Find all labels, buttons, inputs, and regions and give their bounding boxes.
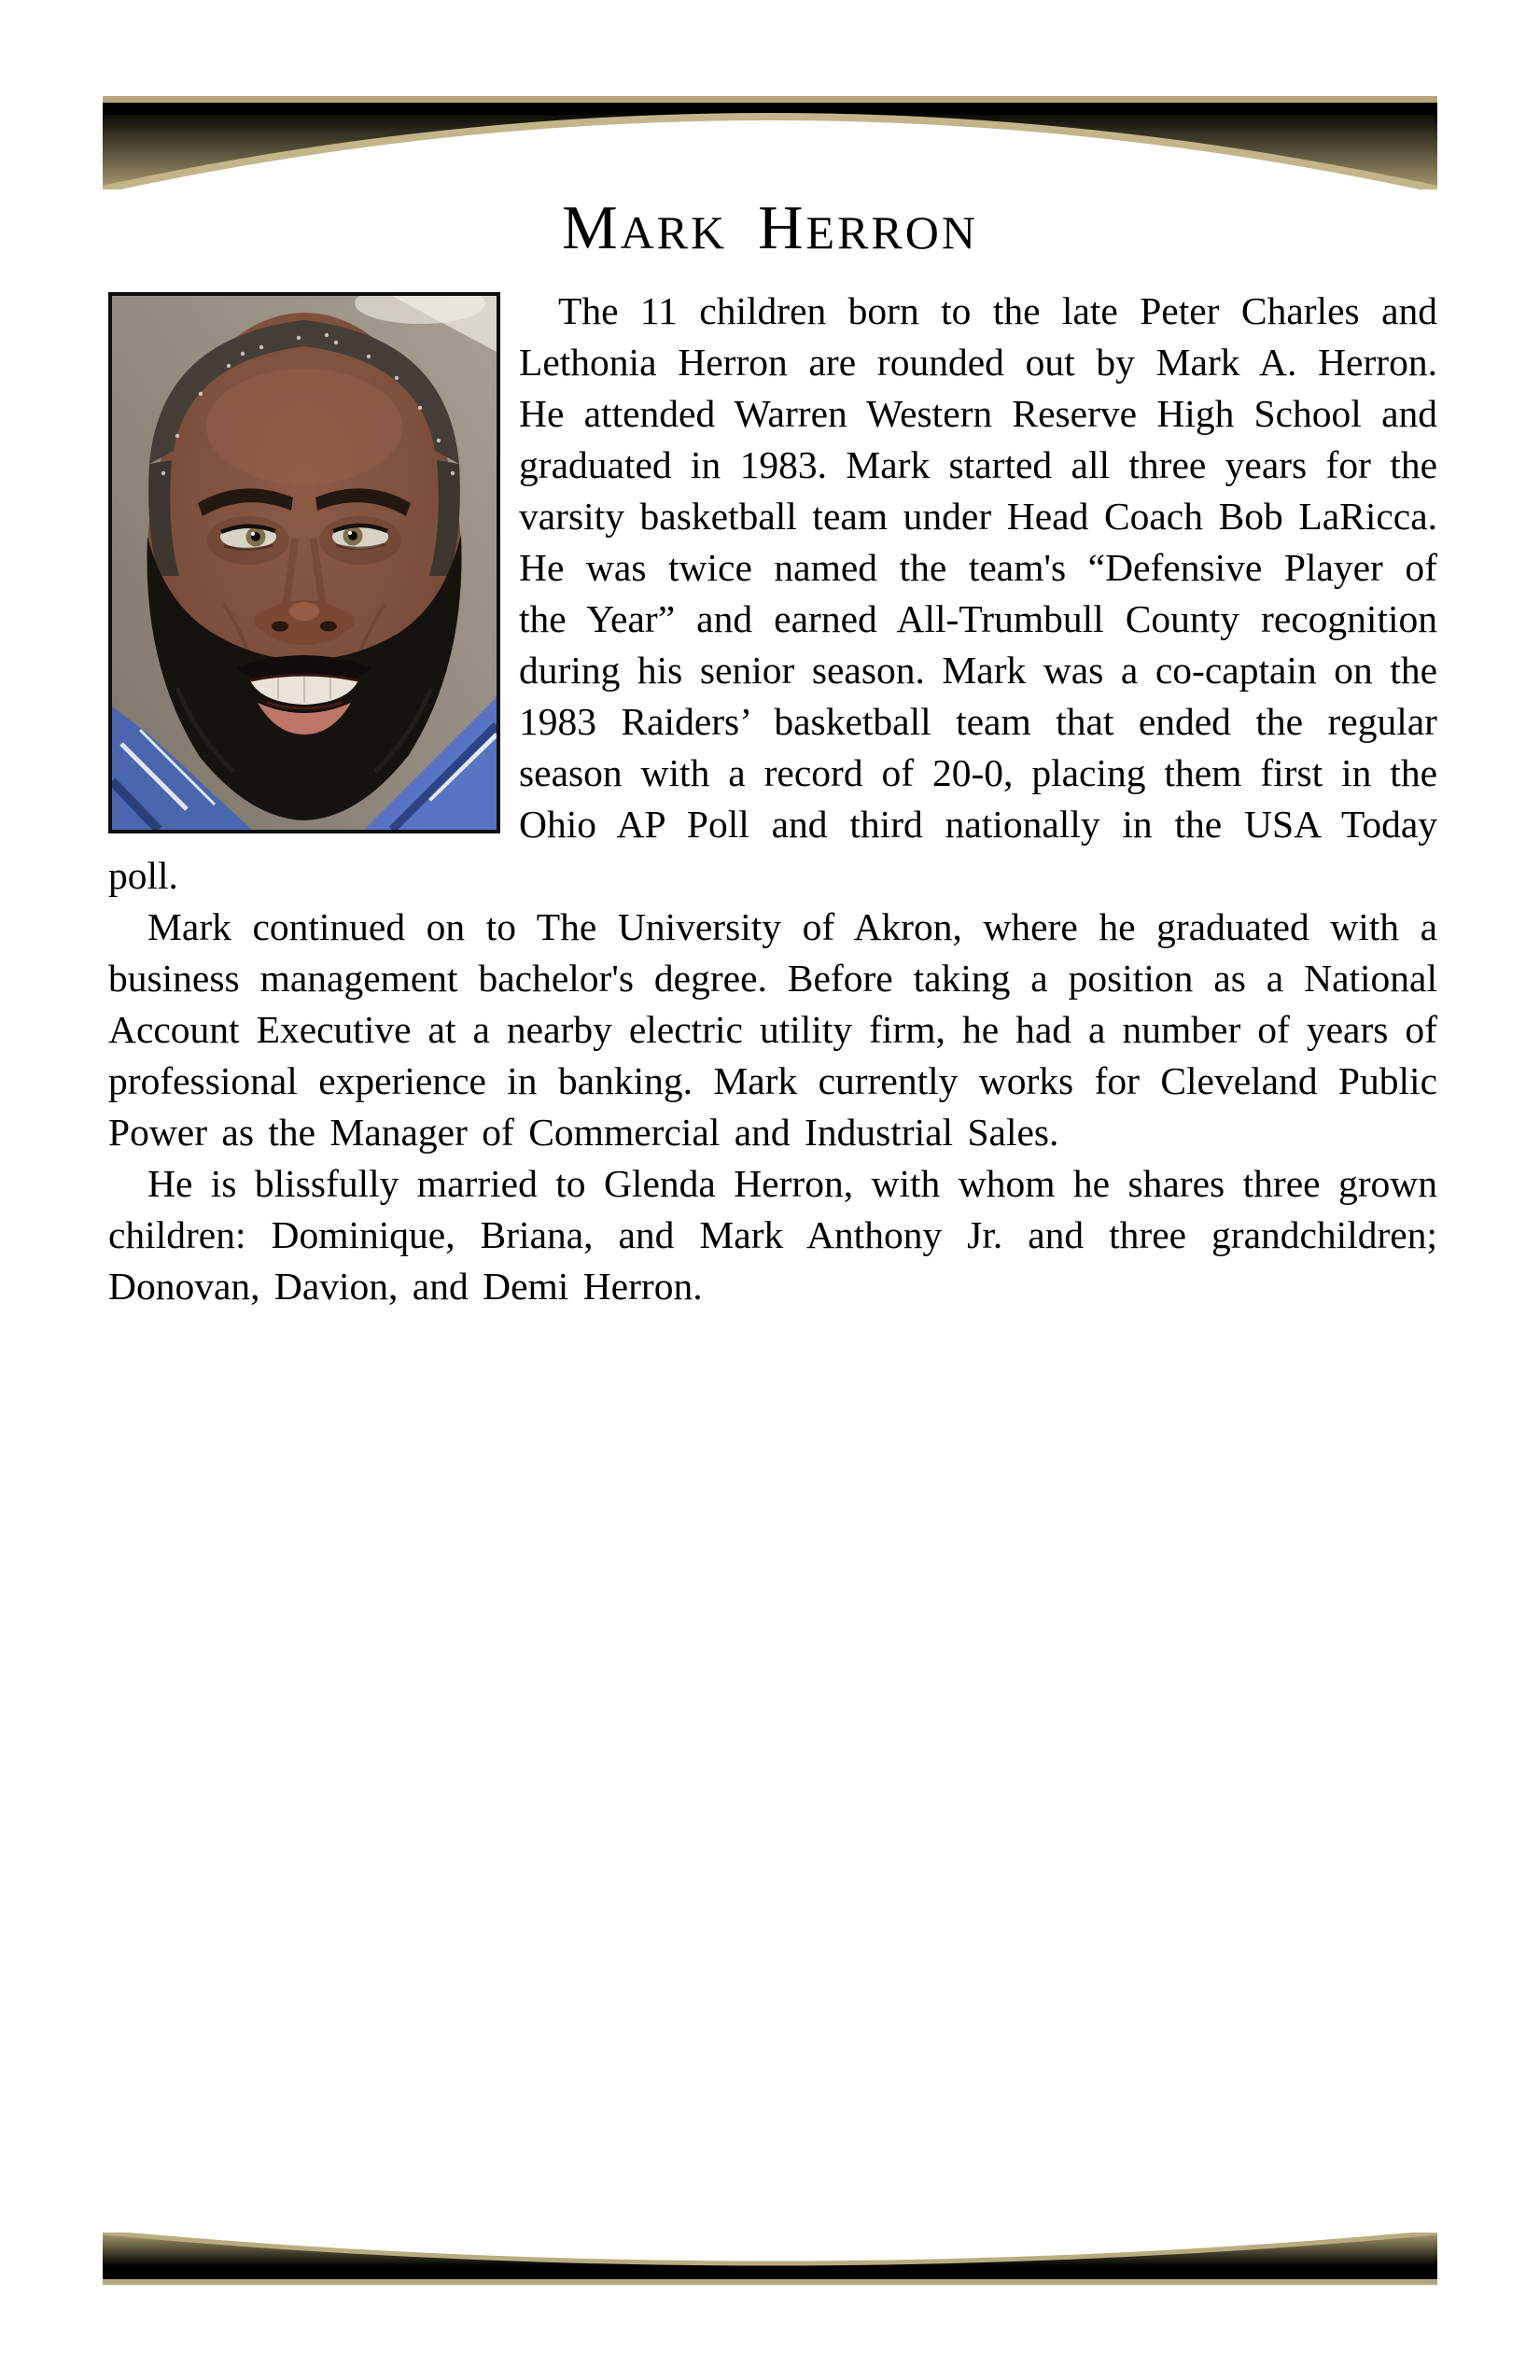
title-word-last: HERRON bbox=[758, 193, 978, 262]
portrait-photo bbox=[108, 292, 500, 833]
portrait-illustration bbox=[112, 296, 497, 830]
swoosh-top-graphic bbox=[103, 96, 1437, 189]
top-decorative-band bbox=[103, 96, 1437, 189]
title-word-first: MARK bbox=[561, 193, 728, 262]
bio-paragraph-3: He is blissfully married to Glenda Herron, with whom he shares three grown children: Dominique, Briana, and Mark Anthony Jr. and three grandchildren; Donovan, Davion, and Demi Herron. bbox=[108, 1162, 1437, 1308]
swoosh-bottom-graphic bbox=[103, 2233, 1437, 2285]
biography-text-block bbox=[108, 286, 1437, 1312]
bio-paragraph-1: The 11 children born to the late Peter Charles and Lethonia Herron are rounded out by Mark A. Herron. He attended Warren Western Reserve High School and graduated in 1983. Mark started all three years for the varsity basketball team under Head Coach Bob LaRicca. He was twice named the team's “Defensive Player of the Year” and earned All-Trumbull County recognition during his senior season. Mark was a co-captain on the 1983 Raiders’ basketball team that ended the regular season with a record of 20-0, placing them first in the Ohio AP Poll and third nationally in the USA Today poll. bbox=[108, 289, 1437, 897]
bottom-decorative-band bbox=[103, 2233, 1437, 2285]
page-title bbox=[0, 194, 1540, 278]
bio-paragraph-2: Mark continued on to The University of Akron, where he graduated with a business management bachelor's degree. Before taking a position as a National Account Executive at a nearby electric utility firm, he had a number of years of professional experience in banking. Mark currently works for Cleveland Public Power as the Manager of Commercial and Industrial Sales. bbox=[108, 905, 1437, 1154]
